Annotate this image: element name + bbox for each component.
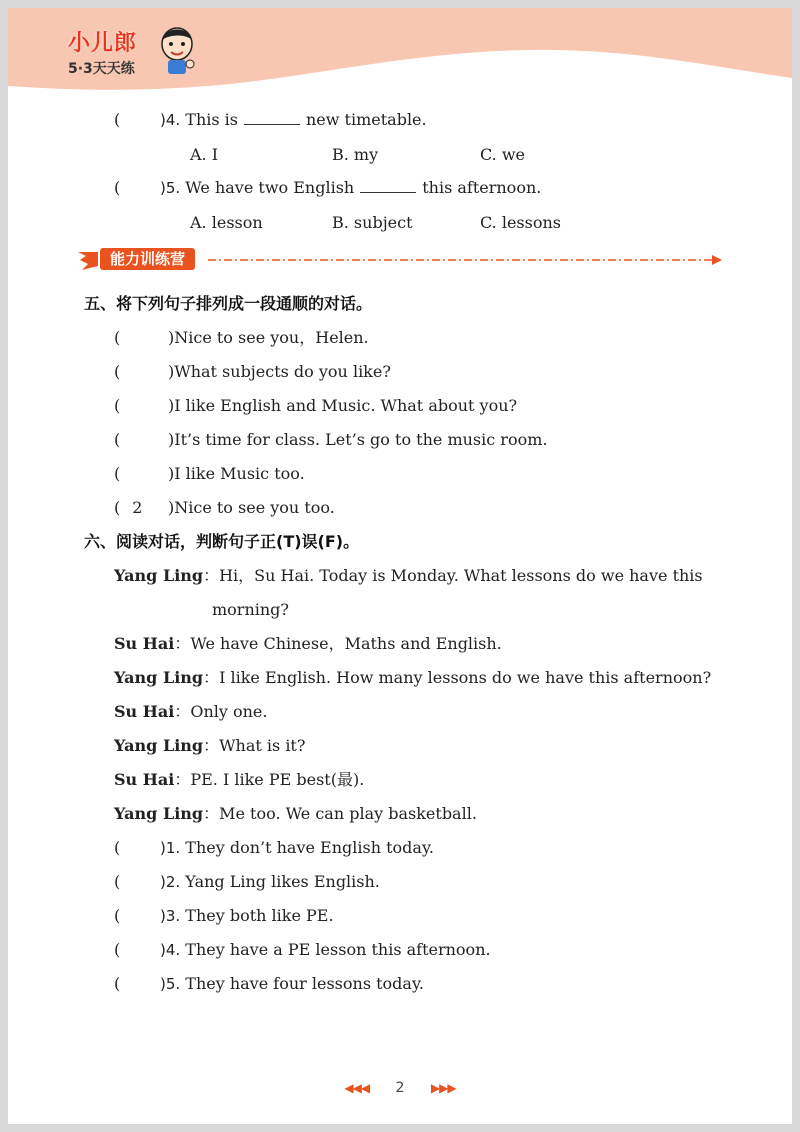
question-text: They don’t have English today. <box>185 838 434 857</box>
question-text: They have a PE lesson this afternoon. <box>185 940 491 959</box>
question-number: )5. <box>160 975 181 993</box>
question-number: )2. <box>160 873 181 891</box>
speaker-name: Su Hai <box>114 634 175 653</box>
item-text: )It’s time for class. Let’s go to the music room. <box>168 430 548 449</box>
dialogue-continuation: morning? <box>212 600 289 619</box>
option-c: C. lessons <box>480 213 561 232</box>
brand-subtitle: 5·3天天练 <box>68 61 135 77</box>
option-b: B. subject <box>332 213 413 232</box>
item-text: )Nice to see you too. <box>168 498 335 517</box>
section-banner <box>76 246 726 274</box>
dialogue-text: ：I like English. How many lessons do we have this afternoon? <box>203 668 712 687</box>
option-c: C. we <box>480 145 526 164</box>
ordering-item <box>114 362 391 382</box>
dialogue-text: ：Only one. <box>174 702 268 721</box>
question-text: We have two English <box>185 178 355 197</box>
brand-logo <box>68 26 198 96</box>
dialogue-text: ：We have Chinese，Maths and English. <box>174 634 502 653</box>
brand-title: 小儿郎 <box>68 31 138 56</box>
answer-paren[interactable]: ( <box>114 940 121 959</box>
question-text: Yang Ling likes English. <box>185 872 380 891</box>
ordering-item <box>114 464 305 484</box>
dialogue-line <box>114 804 477 824</box>
worksheet-page <box>8 8 792 1124</box>
question-text: this afternoon. <box>422 178 542 197</box>
question-text: new timetable. <box>305 110 427 129</box>
answer-paren[interactable]: ( <box>114 838 121 857</box>
dialogue-text: ：Hi，Su Hai. Today is Monday. What lessons do we have this <box>203 566 703 585</box>
fill-blank[interactable] <box>244 110 300 125</box>
prev-arrows-icon[interactable]: ◀◀◀ <box>344 1081 370 1095</box>
tf-question <box>114 906 334 926</box>
speaker-name: Su Hai <box>114 770 175 789</box>
ordering-item <box>114 396 517 416</box>
answer-paren[interactable]: ( 2 <box>114 498 143 517</box>
dialogue-line <box>114 566 703 586</box>
tf-question <box>114 940 491 960</box>
question-number: )4. <box>160 111 181 129</box>
question-text: They both like PE. <box>185 906 334 925</box>
dialogue-text: ：PE. I like PE best(最). <box>174 770 365 789</box>
filled-answer: 2 <box>132 498 143 517</box>
dialogue-line <box>114 770 364 790</box>
answer-paren[interactable]: ( <box>114 872 121 891</box>
option-a: A. I <box>190 145 219 164</box>
question-text: This is <box>185 110 238 129</box>
answer-paren[interactable]: ( <box>114 328 121 347</box>
question-row <box>114 178 541 198</box>
dialogue-line <box>114 736 305 756</box>
dialogue-text: ：Me too. We can play basketball. <box>203 804 477 823</box>
dialogue-line <box>114 668 711 688</box>
speaker-name: Yang Ling <box>114 804 204 823</box>
item-text: )I like English and Music. What about you? <box>168 396 518 415</box>
question-text: They have four lessons today. <box>185 974 424 993</box>
ordering-item <box>114 498 335 518</box>
mascot-icon <box>156 24 198 76</box>
question-number: )3. <box>160 907 181 925</box>
page-number-value: 2 <box>395 1080 405 1096</box>
answer-paren[interactable]: ( <box>114 110 121 129</box>
next-arrows-icon[interactable]: ▶▶▶ <box>430 1081 456 1095</box>
ordering-item <box>114 430 547 450</box>
dialogue-text: ：What is it? <box>203 736 306 755</box>
section-5-title: 五、将下列句子排列成一段通顺的对话。 <box>84 294 373 313</box>
question-number: )1. <box>160 839 181 857</box>
tf-question <box>114 838 434 858</box>
option-a: A. lesson <box>190 213 263 232</box>
answer-paren[interactable]: ( <box>114 178 121 197</box>
speaker-name: Yang Ling <box>114 736 204 755</box>
question-number: )4. <box>160 941 181 959</box>
question-row <box>114 110 427 130</box>
option-b: B. my <box>332 145 379 164</box>
answer-paren[interactable]: ( <box>114 974 121 993</box>
fill-blank[interactable] <box>360 178 416 193</box>
answer-paren[interactable]: ( <box>114 430 121 449</box>
item-text: )Nice to see you，Helen. <box>168 328 369 347</box>
answer-paren[interactable]: ( <box>114 906 121 925</box>
speaker-name: Su Hai <box>114 702 175 721</box>
item-text: )What subjects do you like? <box>168 362 391 381</box>
speaker-name: Yang Ling <box>114 566 204 585</box>
banner-label: 能力训练营 <box>100 248 195 270</box>
answer-paren[interactable]: ( <box>114 396 121 415</box>
tf-question <box>114 872 380 892</box>
question-number: )5. <box>160 179 181 197</box>
page-number <box>8 1080 792 1096</box>
speaker-name: Yang Ling <box>114 668 204 687</box>
item-text: )I like Music too. <box>168 464 305 483</box>
dialogue-line <box>114 634 502 654</box>
ordering-item <box>114 328 369 348</box>
answer-paren[interactable]: ( <box>114 362 121 381</box>
answer-paren[interactable]: ( <box>114 464 121 483</box>
section-6-title: 六、阅读对话，判断句子正(T)误(F)。 <box>84 532 360 551</box>
tf-question <box>114 974 424 994</box>
dialogue-line <box>114 702 268 722</box>
